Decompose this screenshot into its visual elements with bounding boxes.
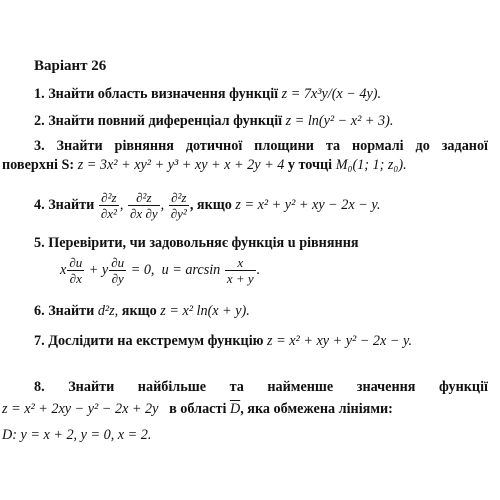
task-4-deriv-xx-num: ∂²z [99,190,119,206]
task-3-line2 [2,156,407,174]
task-4-deriv-yy-den: ∂y² [170,206,187,222]
task-4-deriv-xy-num: ∂²z [128,190,160,206]
task-2-formula: z = ln(y² − x² + 3). [285,113,394,129]
task-5-text: 5. Перевірити, чи задовольняє функція u рівняння [34,235,359,251]
task-5-du-dy-num: ∂u [111,255,125,271]
task-6-formula: z = x² ln(x + y). [160,303,250,319]
task-4-deriv-yy [169,190,189,221]
task-4-deriv-yy-num: ∂²z [169,190,189,206]
task-5-u-num: x [225,255,256,271]
task-4-deriv-xx-den: ∂x² [100,206,117,222]
task-3-surface-label: поверхні S: [2,157,75,173]
task-8-formula: z = x² + 2xy − y² − 2x + 2y [2,401,159,417]
task-5-du-dy-den: ∂y [111,271,124,287]
task-8-line1: 8. Знайти найбільше та найменше значення функції [34,379,488,395]
task-4-deriv-xy-den: ∂x ∂y [130,206,158,222]
task-5-eq-plus: + y [88,262,109,278]
task-6-d2z: d²z, [97,303,119,319]
task-1-formula: z = 7x³y/(x − 4y). [281,86,382,102]
task-3-point-label: у точці [287,157,333,173]
task-2-text: 2. Знайти повний диференціал функції [34,113,283,129]
task-5-eq-x: x [60,262,67,278]
task-5-equation [60,252,260,288]
task-5-u-def: u = arcsin [161,262,221,278]
task-8-line3: D: y = x + 2, y = 0, x = 2. [2,427,152,443]
task-8-bounded: , яка обмежена лініями: [240,401,393,417]
task-7-formula: z = x² + xy + y² − 2x − y. [267,333,413,349]
task-8-region: $\overline{D}$ [229,401,241,417]
task-4-text: 4. Знайти [34,197,95,213]
task-6 [34,302,250,320]
task-3-point: M₀(1; 1; z₀). [335,157,407,173]
task-5-u-end: . [256,262,261,278]
task-2 [34,112,393,130]
task-4-deriv-xy [128,190,160,221]
task-7-text: 7. Дослідити на екстремум функцію [34,333,264,349]
task-4-if: , якщо [189,197,232,213]
task-5-eq-rest: = 0, [130,262,155,278]
task-6-text: 6. Знайти [34,303,95,319]
task-5-du-dx [67,255,84,286]
task-6-if: якщо [121,303,157,319]
task-1 [34,85,381,103]
task-7 [34,332,412,350]
task-5-du-dx-den: ∂x [69,271,82,287]
task-8-region-label: в області [169,401,227,417]
task-4-deriv-xx [99,190,119,221]
task-3-line1: 3. Знайти рівняння дотичної площини та нормалі до заданої [34,138,488,154]
variant-title: Варіант 26 [34,58,107,74]
task-4-formula: z = x² + y² + xy − 2x − y. [235,197,381,213]
task-5-du-dy [109,255,126,286]
task-5-u-den: x + y [226,271,254,287]
task-5-du-dx-num: ∂u [69,255,83,271]
task-8-line2 [2,400,393,418]
task-3-formula: z = 3x² + xy² + y³ + xy + x + 2y + 4 [77,157,285,173]
task-1-text: 1. Знайти область визначення функції [34,86,279,102]
task-5-u-frac [225,255,256,286]
task-4: 4. Знайти $\frac{\text{∂²z}}{\text{∂x²}}$ , $\frac{\text{∂²z}}{\partial x \partial y}$ , $\frac{\text{∂²z}}{\text{∂y²}}$ , якщо z = x² + y² + xy − 2x − y. [34,190,381,222]
